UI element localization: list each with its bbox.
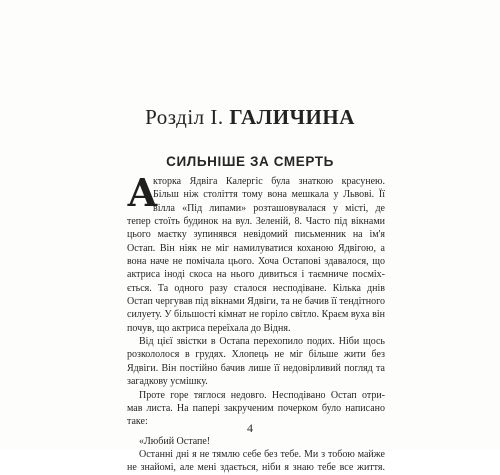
drop-cap-letter: А [127,170,158,215]
text-line: цього маєтку зупинявся невідомий письменник на ім'я [127,229,385,241]
text-line: ється. Та одного разу сталося несподіване. Кілька днів [127,282,385,294]
chapter-prefix: Розділ I. [145,105,224,129]
text-line: загадкову усмішку. [127,376,208,388]
text-line: актриса іноді скоса на нього дивиться і таємниче посміх- [127,269,385,281]
section-title: СИЛЬНІШЕ ЗА СМЕРТЬ [166,154,334,169]
text-line: силуету. У більшості кімнат не горіло світло. Краєм вуха він [127,309,385,321]
text-line: почув, що актриса переїхала до Відня. [127,322,291,334]
text-line: розкололося в грудях. Хлопець не міг більше жити без [127,349,385,361]
text-line: Проте горе тяглося недовго. Несподівано Остап отри- [139,389,385,401]
text-line: мав листа. На папері закрученим почерком було написано [127,402,385,414]
text-line: Остап чергував під вікнами Ядвіги, та не бачив її тендітного [127,296,385,308]
text-line: Остап. Він ніяк не міг намилуватися коханою Ядвігою, а [127,242,385,254]
text-line: таке: [127,416,148,428]
text-line: «Любий Остапе! [139,435,211,447]
text-line: Ядвіги. Він постійно бачив лише її недовірливий погляд та [127,362,385,374]
text-line: Останні дні я не тямлю себе без тебе. Ми з тобою майже [139,448,385,460]
text-line: кторка Ядвіга Калергіс була знаткою красунею. [153,176,385,187]
page-number: 4 [247,421,253,435]
text-line: Від цієї звістки в Остапа перехопило подих. Ніби щось [139,336,385,348]
text-line: Більш ніж століття тому вона мешкала у Львові. Її [153,189,385,201]
text-line: вона наче не помічала цього. Хоча Остапові здавалося, що [127,256,385,268]
text-line: тепер стоїть будинок на вул. Зеленій, 8. Часто під вікнами [127,216,385,228]
text-line: вілла «Під липами» розташовувалася у місті, де [153,202,385,214]
text-line: не знайомі, але мені здається, ніби я знаю тебе все життя. [127,462,385,474]
chapter-name: ГАЛИЧИНА [229,105,355,129]
chapter-title [0,105,500,130]
